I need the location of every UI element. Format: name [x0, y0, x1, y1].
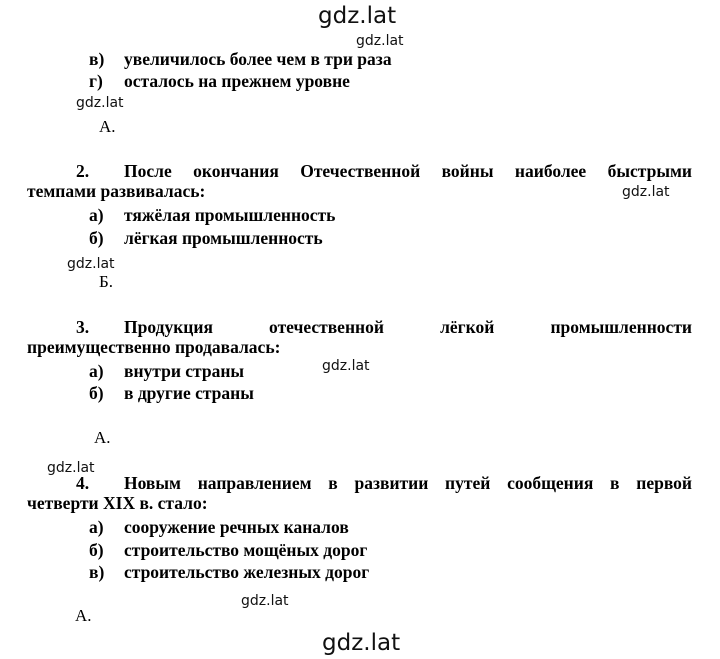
watermark: gdz.lat	[47, 460, 95, 476]
q4-option-a	[89, 517, 349, 537]
option-letter: б)	[89, 228, 104, 248]
q3-answer: А.	[94, 428, 111, 447]
watermark: gdz.lat	[241, 593, 289, 609]
q3-question	[27, 317, 692, 357]
q2-question-line2: темпами развивалась:	[27, 181, 206, 201]
option-letter: б)	[89, 383, 104, 403]
q2-option-b	[89, 228, 323, 248]
q3-question-line2: преимущественно продавалась:	[27, 337, 281, 357]
option-letter: г)	[89, 71, 103, 91]
q3-number: 3.	[76, 317, 90, 337]
option-letter: в)	[89, 49, 105, 69]
option-letter: а)	[89, 361, 104, 381]
q2-option-a	[89, 205, 335, 225]
q2-question-line1: 2. После окончания Отечественной войны наиболее быстрыми	[27, 161, 692, 181]
q4-option-b	[89, 540, 367, 560]
option-text: внутри страны	[124, 361, 245, 381]
watermark: gdz.lat	[76, 95, 124, 111]
q2-answer: Б.	[99, 272, 114, 291]
q4-question-line1: 4. Новым направлением в развитии путей сообщения в первой	[27, 473, 692, 493]
option-letter: а)	[89, 517, 104, 537]
q4-answer: А.	[75, 606, 92, 625]
option-letter: в)	[89, 562, 105, 582]
watermark-top: gdz.lat	[318, 3, 397, 29]
q4-question	[27, 473, 692, 513]
option-text: лёгкая промышленность	[124, 228, 323, 248]
option-letter: б)	[89, 540, 104, 560]
q4-number: 4.	[76, 473, 90, 493]
q2-question	[27, 161, 692, 201]
option-text: в другие страны	[124, 383, 254, 403]
q4-option-v	[89, 562, 369, 582]
option-text: сооружение речных каналов	[124, 517, 349, 537]
q3-option-b	[89, 383, 254, 403]
q1-option-v	[89, 49, 392, 69]
q1-answer: А.	[99, 117, 116, 136]
watermark: gdz.lat	[322, 358, 370, 374]
watermark: gdz.lat	[67, 256, 115, 272]
option-text: строительство железных дорог	[124, 562, 370, 582]
option-text: тяжёлая промышленность	[124, 205, 336, 225]
option-text: увеличилось более чем в три раза	[124, 49, 392, 69]
watermark: gdz.lat	[622, 184, 670, 200]
q3-question-line1: 3. Продукция отечественной лёгкой промышленности	[27, 317, 692, 337]
option-text: осталось на прежнем уровне	[124, 71, 350, 91]
q4-question-line2: четверти XIX в. стало:	[27, 493, 208, 513]
option-letter: а)	[89, 205, 104, 225]
q1-option-g	[89, 71, 350, 91]
option-text: строительство мощёных дорог	[124, 540, 368, 560]
watermark-bottom: gdz.lat	[322, 630, 401, 656]
watermark: gdz.lat	[356, 33, 404, 49]
q2-number: 2.	[76, 161, 90, 181]
q3-option-a	[89, 361, 244, 381]
